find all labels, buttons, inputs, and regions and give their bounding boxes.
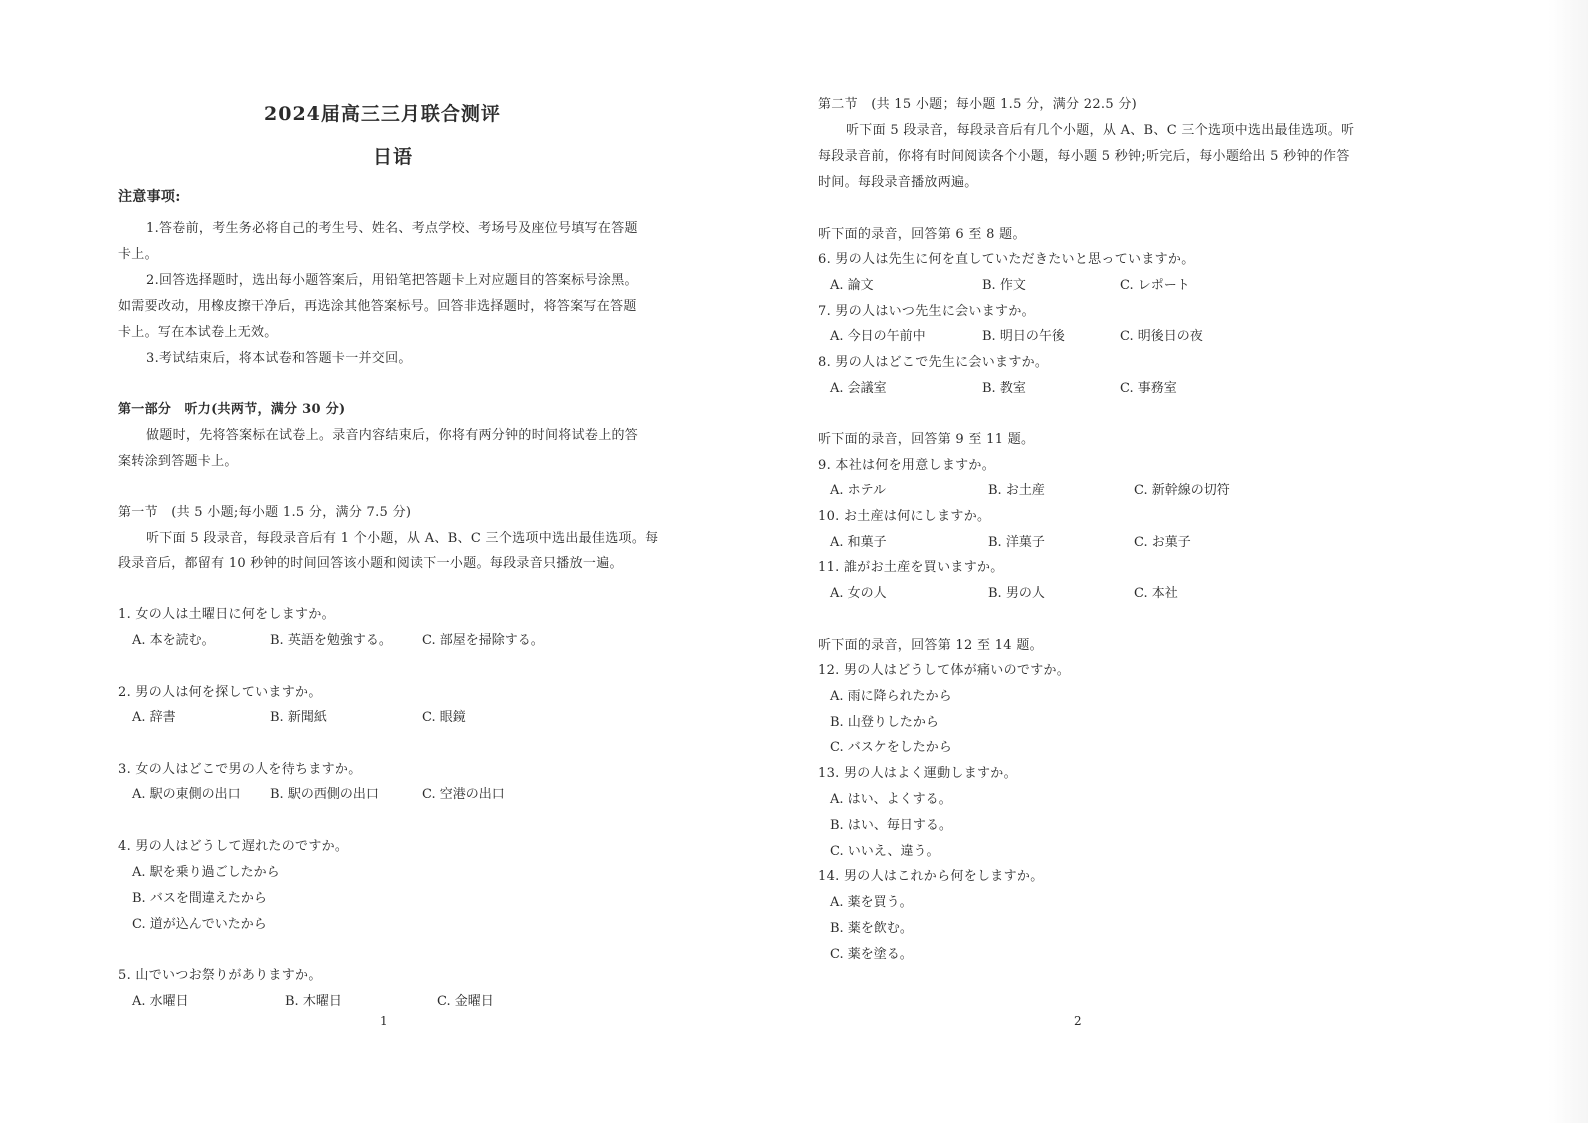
notice-heading: 注意事项: <box>118 189 181 205</box>
option-b: B. バスを間違えたから <box>132 891 267 906</box>
option-c: C. 道が込んでいたから <box>132 917 267 932</box>
option-c: C. 薬を塗る。 <box>830 947 913 962</box>
notice-line: 卡上。写在本试卷上无效。 <box>118 325 278 340</box>
notice-line: 3.考试结束后，将本试卷和答题卡一并交回。 <box>146 351 412 366</box>
option-a: A. はい、よくする。 <box>830 792 952 807</box>
scan-edge-shadow <box>1548 0 1588 1123</box>
option-c: C. 眼鏡 <box>422 710 466 725</box>
question-stem: 6. 男の人は先生に何を直していただきたいと思っていますか。 <box>818 252 1195 267</box>
question-stem: 8. 男の人はどこで先生に会いますか。 <box>818 355 1049 370</box>
option-c: C. 部屋を掃除する。 <box>422 633 544 648</box>
option-b: B. はい、毎日する。 <box>830 818 952 833</box>
option-a: A. 駅の東側の出口 <box>132 787 241 802</box>
page-number: 2 <box>1074 1014 1082 1028</box>
option-a: A. ホテル <box>830 483 887 498</box>
option-c: C. 新幹線の切符 <box>1134 483 1230 498</box>
question-group-heading: 听下面的录音，回答第 6 至 8 题。 <box>818 227 1026 242</box>
option-a: A. 水曜日 <box>132 994 189 1009</box>
section1-heading: 第一节 (共 5 小题;每小题 1.5 分，满分 7.5 分) <box>118 505 412 520</box>
question-group-heading: 听下面的录音，回答第 9 至 11 题。 <box>818 432 1035 447</box>
option-a: A. 今日の午前中 <box>830 329 926 344</box>
option-a: A. 駅を乗り過ごしたから <box>132 865 280 880</box>
question-stem: 2. 男の人は何を探していますか。 <box>118 685 322 700</box>
option-c: C. 本社 <box>1134 586 1178 601</box>
notice-line: 2.回答选择题时，选出每小题答案后，用铅笔把答题卡上对应题目的答案标号涂黑。 <box>146 273 638 288</box>
question-stem: 1. 女の人は土曜日に何をしますか。 <box>118 607 335 622</box>
option-b: B. 教室 <box>982 381 1026 396</box>
option-c: C. 金曜日 <box>437 994 494 1009</box>
section1-instruction: 段录音后，都留有 10 秒钟的时间回答该小题和阅读下一小题。每段录音只播放一遍。 <box>118 556 623 571</box>
option-a: A. 薬を買う。 <box>830 895 913 910</box>
question-stem: 11. 誰がお土産を買いますか。 <box>818 560 1004 575</box>
section2-instruction: 听下面 5 段录音，每段录音后有几个小题，从 A、B、C 三个选项中选出最佳选项。听 <box>846 123 1355 138</box>
option-a: A. 辞書 <box>132 710 176 725</box>
notice-line: 1.答卷前，考生务必将自己的考生号、姓名、考点学校、考场号及座位号填写在答题 <box>146 221 638 236</box>
option-b: B. 駅の西側の出口 <box>270 787 379 802</box>
section2-instruction: 时间。每段录音播放两遍。 <box>818 175 978 190</box>
question-stem: 4. 男の人はどうして遅れたのですか。 <box>118 839 349 854</box>
question-stem: 7. 男の人はいつ先生に会いますか。 <box>818 304 1035 319</box>
question-stem: 10. お土産は何にしますか。 <box>818 509 991 524</box>
option-a: A. 和菓子 <box>830 535 887 550</box>
question-stem: 5. 山でいつお祭りがありますか。 <box>118 968 322 983</box>
part1-instruction: 做题时，先将答案标在试卷上。录音内容结束后，你将有两分钟的时间将试卷上的答 <box>146 428 639 443</box>
section2-instruction: 每段录音前，你将有时间阅读各个小题，每小题 5 秒钟;听完后，每小题给出 5 秒钟的作答 <box>818 149 1350 164</box>
option-b: B. 新聞紙 <box>270 710 327 725</box>
page-number: 1 <box>380 1014 388 1028</box>
option-a: A. 雨に降られたから <box>830 689 952 704</box>
option-b: B. 木曜日 <box>285 994 342 1009</box>
option-c: C. 明後日の夜 <box>1120 329 1203 344</box>
question-stem: 14. 男の人はこれから何をしますか。 <box>818 869 1044 884</box>
option-c: C. お菓子 <box>1134 535 1191 550</box>
option-c: C. バスケをしたから <box>830 740 952 755</box>
option-b: B. 男の人 <box>988 586 1045 601</box>
question-stem: 3. 女の人はどこで男の人を待ちますか。 <box>118 762 362 777</box>
option-b: B. 英語を勉強する。 <box>270 633 392 648</box>
option-b: B. 明日の午後 <box>982 329 1065 344</box>
option-b: B. 薬を飲む。 <box>830 921 913 936</box>
option-a: A. 女の人 <box>830 586 887 601</box>
option-b: B. 洋菓子 <box>988 535 1045 550</box>
option-a: A. 会議室 <box>830 381 887 396</box>
option-b: B. 山登りしたから <box>830 715 939 730</box>
option-a: A. 論文 <box>830 278 874 293</box>
section2-heading: 第二节 (共 15 小题；每小题 1.5 分，满分 22.5 分) <box>818 97 1137 112</box>
part1-heading: 第一部分 听力(共两节，满分 30 分) <box>118 402 346 417</box>
question-stem: 12. 男の人はどうして体が痛いのですか。 <box>818 663 1071 678</box>
option-c: C. 事務室 <box>1120 381 1177 396</box>
exam-title: 2024届高三三月联合测评 <box>264 103 501 125</box>
option-b: B. 作文 <box>982 278 1026 293</box>
part1-instruction: 案转涂到答题卡上。 <box>118 454 238 469</box>
exam-subject: 日语 <box>373 146 414 168</box>
option-b: B. お土産 <box>988 483 1045 498</box>
option-c: C. 空港の出口 <box>422 787 505 802</box>
section1-instruction: 听下面 5 段录音，每段录音后有 1 个小题，从 A、B、C 三个选项中选出最佳选项。每 <box>146 531 659 546</box>
option-a: A. 本を読む。 <box>132 633 215 648</box>
question-stem: 9. 本社は何を用意しますか。 <box>818 458 996 473</box>
notice-line: 如需要改动，用橡皮擦干净后，再选涂其他答案标号。回答非选择题时，将答案写在答题 <box>118 299 637 314</box>
notice-line: 卡上。 <box>118 247 158 262</box>
option-c: C. いいえ、違う。 <box>830 844 940 859</box>
question-group-heading: 听下面的录音，回答第 12 至 14 题。 <box>818 638 1043 653</box>
exam-page-2 <box>794 0 1588 1123</box>
question-stem: 13. 男の人はよく運動しますか。 <box>818 766 1017 781</box>
option-c: C. レポート <box>1120 278 1190 293</box>
